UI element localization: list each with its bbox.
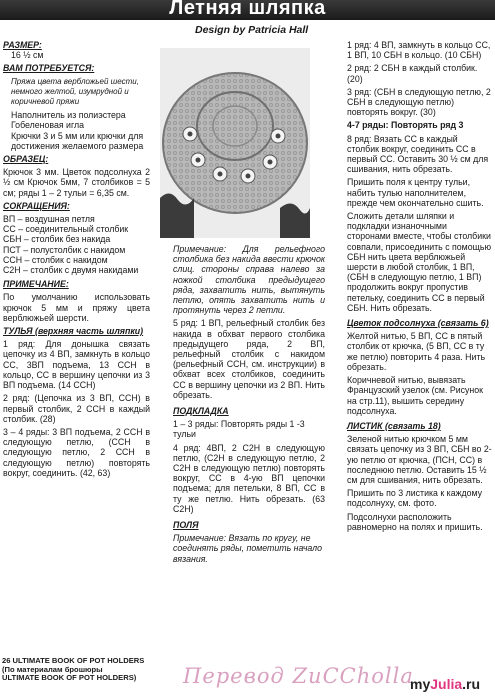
byline: Design by Patricia Hall xyxy=(195,24,309,36)
footer-line-1: 26 ULTIMATE BOOK OF POT HOLDERS xyxy=(2,656,145,665)
hat-photo xyxy=(160,48,310,238)
brim-row-3: 3 ряд: (СБН в следующую петлю, 2 СБН в следующую петлю) повторять вокруг. (30) xyxy=(347,86,491,118)
left-column xyxy=(3,40,150,481)
brim-note: Примечание: Вязать по кругу, не соединять ряды, пометить начало вязания. xyxy=(173,533,323,564)
materials-yarn: Пряжа цвета вербложьей шести, немного желтой, изумрудной и коричневой пряжи xyxy=(11,76,139,107)
hat-illustration xyxy=(160,48,310,238)
crown-row-2: 2 ряд: (Цепочка из 3 ВП, ССН) в первый столбик, 2 ССН в каждый столбик. (28) xyxy=(3,393,150,424)
lining-heading: ПОДКЛАДКА xyxy=(173,406,229,417)
footer-line-3: ULTIMATE BOOK OF POT HOLDERS) xyxy=(2,673,137,683)
note-text: По умолчанию использовать крючок 5 мм и пряжу цвета верблюжьей шерсти. xyxy=(3,292,150,323)
gauge-heading: ОБРАЗЕЦ: xyxy=(3,154,49,165)
leaf-heading: ЛИСТИК (связать 18) xyxy=(347,420,441,431)
gauge-text: Крючок 3 мм. Цветок подсолнуха 2 ½ см Крючок 5мм, 7 столбиков = 5 см; ряды 1 – 2 тульи = 6,35 см. xyxy=(3,167,150,198)
crown-row-5: 5 ряд: 1 ВП, рельефный столбик без накида в обхват первого столбика предыдущего ряда, 2 ВП, рельефный столбик с накидом (рельефный ССН, см. инструкции) в обхват всех столбиков, соединить СС в вершину цепочки из 2 ВП. Нить обрезать. xyxy=(173,318,325,400)
site-logo[interactable] xyxy=(410,676,480,692)
note-heading: ПРИМЕЧАНИЕ: xyxy=(3,279,69,290)
middle-column xyxy=(173,244,325,567)
leaf-text: Зеленой нитью крючком 5 мм связать цепочку из 3 ВП, СБН во 2-ую петлю от крючка, (ПСН, СС) в последнюю петлю. Оставить 15 ½ см для сшивания, нить обрезать. xyxy=(347,434,492,485)
sunflower-heading: Цветок подсолнуха (связать 6) xyxy=(347,318,489,329)
crown-heading: ТУЛЬЯ (верхняя часть шляпки) xyxy=(3,326,144,337)
sunflower-text: Желтой нитью, 5 ВП, СС в пятый столбик от крючка, (5 ВП, СС в ту же петлю) повторить 4 раза. Нить обрезать. xyxy=(347,331,486,372)
abbr-heading: СОКРАЩЕНИЯ: xyxy=(3,200,70,211)
lining-rows-1-3: 1 – 3 ряды: Повторять ряды 1 -3 тульи xyxy=(173,419,305,440)
crown-row-1: 1 ряд: Для донышка связать цепочку из 4 ВП, замкнуть в кольцо СС, 3ВП подъема, 13 ССН в кольцо, СС в вершину цепочки из 3 ВП подъема. (14 ССН) xyxy=(3,339,150,391)
materials-needle: Гобеленовая игла xyxy=(11,120,85,131)
materials-hooks: Крючки 3 и 5 мм или крючки для достижения желаемого размера xyxy=(11,130,144,151)
source-footer xyxy=(2,657,144,683)
materials-heading: ВАМ ПОТРЕБУЕТСЯ: xyxy=(3,63,95,74)
page-title: Летняя шляпка xyxy=(169,0,326,19)
brim-heading: ПОЛЯ xyxy=(173,520,199,531)
brim-row-8: 8 ряд: Вязать СС в каждый столбик вокруг, соединить СС в первый СС. Оставить 30 ½ см для сшивания, нить обрезать. xyxy=(347,133,489,175)
assembly-step-1: Пришить поля к центру тульи, набить тулью наполнителем, прежде чем окончательно сшить. xyxy=(347,177,484,208)
sunflower-attach: Подсолнухи расположить равномерно на полях и пришить. xyxy=(347,511,483,532)
abbr-item: С2Н – столбик с двумя накидами xyxy=(3,265,139,276)
crown-row-3-4: 3 – 4 ряды: 3 ВП подъема, 2 ССН в следующую петлю, (ССН в следующую петлю, 2 ССН в следующую петлю) повторять вокруг, соединить. (42, 63) xyxy=(3,426,150,478)
note-relief-stitch: Примечание: Для рельефного столбика без накида ввести крючок слиц. стороны справа налево за ножкой столбика предыдущего ряда, захватить нить, вытянуть петлю, опять захватить нить и протянуть через 2 петли. xyxy=(173,244,325,316)
assembly-step-2: Сложить детали шляпки и подкладки изнаночными сторонами вместе, чтобы столбики совпали, присоединить с помощью СБН нить цвета верблюжьей шерсти в любой столбик, 1 ВП, (СБН в следующую петлю, 1 ВП) продолжить вокруг пропустив петельку, соединить СС в первый СБН. Нить обрезать. xyxy=(347,211,492,313)
footer-line-2: (По материалам брошюры xyxy=(2,664,103,674)
abbr-item: СБН – столбик без накида xyxy=(3,234,111,245)
right-column xyxy=(347,40,492,535)
brim-row-2: 2 ряд: 2 СБН в каждый столбик. (20) xyxy=(347,63,478,84)
brim-rows-4-7: 4-7 ряды: Повторять ряд 3 xyxy=(347,120,464,131)
lining-row-4: 4 ряд: 4ВП, 2 С2Н в следующую петлю, (С2Н в следующую петлю, 2 С2Н в следующую петлю) повторять вокруг, СС в 4-ую ВП цепочки подъема; для петельки, 8 ВП, СС в ту же петлю. Нить обрезать. (63 С2Н) xyxy=(173,442,325,514)
abbr-item: СС – соединительный столбик xyxy=(3,224,129,235)
logo-part-my: my xyxy=(410,676,431,692)
brim-row-1: 1 ряд: 4 ВП, замкнуть в кольцо СС, 1 ВП, 10 СБН в кольцо. (10 СБН) xyxy=(347,40,491,61)
logo-part-julia: Julia xyxy=(430,676,463,692)
sunflower-knot: Коричневой нитью, вывязать Французский узелок (см. Рисунок на стр.11), вышить середину подсолнуха. xyxy=(347,375,484,416)
logo-part-ru: .ru xyxy=(462,676,481,692)
abbr-item: ПСТ – полустолбик с накидом xyxy=(3,244,126,255)
translator-watermark: Перевод ZuCCholla xyxy=(183,664,414,688)
leaf-attach: Пришить по 3 листика к каждому подсолнуху, см. фото. xyxy=(347,488,483,509)
abbr-item: ССН – столбик с накидом xyxy=(3,254,108,265)
size-value: 16 ½ см xyxy=(11,50,44,61)
abbr-item: ВП – воздушная петля xyxy=(3,214,95,225)
materials-fill: Наполнитель из полиэстера xyxy=(11,110,126,121)
size-heading: РАЗМЕР: xyxy=(3,40,42,50)
title-banner xyxy=(0,0,495,20)
